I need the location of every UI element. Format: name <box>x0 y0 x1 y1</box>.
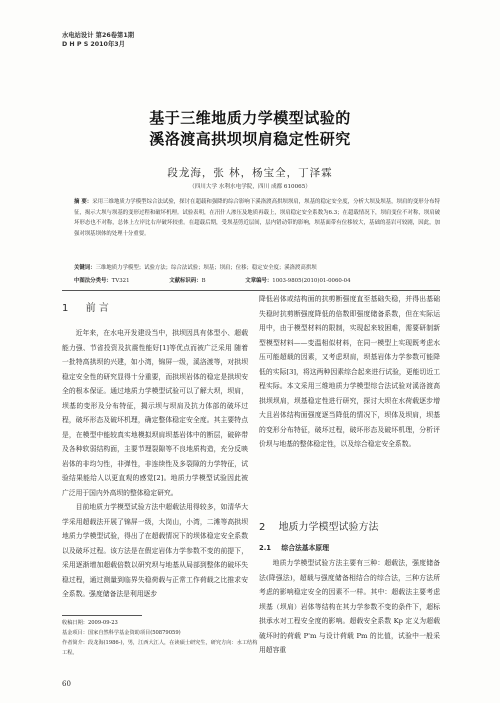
keywords-text: 三维地质力学模型；试验方法；综合法试验；坝基；坝肩；位移；稳定安全度；溪洛渡高拱坝 <box>95 265 317 271</box>
method-paragraph-1: 地质力学模型试验方法主要有三种：超载法，强度储备法(降强法)，超载与强度储备相结合的综合法，三种方法所考虑的影响稳定安全的因素不一样。其中：超载法主要考虑坝基（坝肩）岩体等结构在其力学参数不变的条件下，超标拱承水对工程安全度的影响。超载安全系数 Kp 定义为超载破坏时的荷载 P'm 与设计荷载 Pm 的比值，试验中一般采用超容重 <box>259 559 440 654</box>
section-1-heading <box>62 299 109 314</box>
subsection-2-1-number: 2.1 <box>259 544 272 552</box>
footnote-received: 收稿日期：2009-09-23 <box>62 620 118 626</box>
section-2-1-text <box>259 556 440 658</box>
intro-paragraph-1: 近年来，在水电开发建设当中，拱坝因具有体型小、超载能力强、节省投资及抗震性能好[1]等优点而被广泛采用 随着一批特高拱坝的兴建，如小湾，锦屏一级，溪洛渡等，对拱坝稳定安全性的研究显得十分重要，而拱坝岩体的稳定是拱坝安全的根本保证。通过地质力学模型试验可以了解大坝，坝肩，坝基的变形及分布特征，揭示坝与坝肩及抗力体部的破坏过程，破坏形态及破坏机理，确定整体稳定安全度。其主要特点是，在模型中能较真实地模拟坝肩坝基岩体中的断层，破碎带及各种软弱结构面，主要节理裂隙等不良地质构造，充分反映岩体的非均匀性，非弹性，非连续性及多裂隙的力学特征，试验结果能给人以更直观的感觉[2]。地质力学模型试验因此被广泛用于国内外高坝的整体稳定研究。 <box>62 329 248 497</box>
abstract <box>74 197 440 239</box>
footnote-fund: 基金项目：国家自然科学基金资助项目(50879059) <box>62 630 181 636</box>
journal-header <box>62 31 134 49</box>
doc-code-label: 文献标识码： <box>169 278 202 284</box>
keywords <box>74 263 440 273</box>
footnote-divider <box>62 615 142 616</box>
right-column-text <box>259 292 440 452</box>
abstract-label: 摘 要： <box>74 199 93 205</box>
doc-code-value: B <box>201 278 206 284</box>
header-divider <box>62 290 440 291</box>
keywords-label: 关键词： <box>74 265 96 271</box>
section-1-title: 前 言 <box>85 303 109 314</box>
authors: 段龙海，张 林，杨宝全，丁泽霖 <box>167 167 333 179</box>
paper-title-line1: 基于三维地质力学模型试验的 <box>149 109 351 127</box>
footnote-author: 作者简介：段龙海(1986-)，男，江西大江人，在读硕士研究生，研究方向：水工结构工程。 <box>62 640 258 656</box>
clc-value: TV321 <box>111 278 130 284</box>
intro-paragraph-3: 降低岩体或结构面的抗剪断强度直至基础失稳，并得出基础失稳时抗剪断强度降低的倍数即强度储备系数，但在实际运用中，由于模型材料的限制，实现起来较困难，需要研制新型模型材料——变温相似材料，在同一模型上实现既考虑水压可能超载的因素，又考虑坝肩，坝基岩体力学参数可能降低的实际[3]，将这两种因素综合起来进行试验，更能切近工程实际。本文采用三维地质力学模型综合法试验对溪洛渡高拱坝坝肩，坝基稳定性进行研究，探讨大坝在水荷载逐步增大且岩体结构面强度逐当降低的情况下，坝体及坝肩，坝基的变形分布特征，破坏过程，破坏形态及破坏机理，分析评价坝与地基的整体稳定性，以及综合稳定安全系数。 <box>259 295 440 448</box>
classification-line <box>74 276 440 286</box>
affiliation: （四川大学 水利水电学院，四川 成都 610065） <box>189 184 311 190</box>
page-number: 60 <box>62 680 71 688</box>
journal-header-line2: D H P S 2010年3月 <box>62 41 125 48</box>
section-2-title: 地质力学模型试验方法 <box>278 522 379 533</box>
article-no-value: 1003-9805(2010)01-0060-04 <box>272 278 351 284</box>
subsection-2-1-title: 综合法基本原理 <box>281 544 329 552</box>
subsection-2-1-heading <box>259 542 329 552</box>
journal-header-line1: 水电站设计 第26卷第1期 <box>62 32 135 39</box>
paper-title-line2: 溪洛渡高拱坝坝肩稳定性研究 <box>149 130 351 148</box>
section-1-number: 1 <box>62 303 69 314</box>
section-2-heading <box>259 518 379 533</box>
clc-label: 中图法分类号： <box>74 278 112 284</box>
footnote <box>62 618 262 658</box>
section-2-number: 2 <box>259 522 266 533</box>
left-column-text <box>62 326 248 602</box>
article-no-label: 文章编号： <box>245 278 273 284</box>
intro-paragraph-2: 目前地质力学模型试验方法中超载法用得较多，如清华大学采用超载法开展了锦屏一级，大岗山，小湾，二滩等高拱坝地质力学模型试验，得出了在超载情况下的坝体稳定安全系数以及破坏过程。该方法是在假定岩体力学参数不变的前提下，采用逐渐增加超载倍数以研究坝与地基从局部到整体的破坏失稳过程，通过测量到临界失稳荷载与正常工作荷载之比推求安全系数。强度储备法是利用逐步 <box>62 503 248 598</box>
abstract-text: 采用三维地质力学模型综合法试验，探讨在超载和强降的综合影响下溪洛渡高拱坝坝肩，坝基的稳定安全度，分析大坝及坝基，坝肩的变形分布特征，揭示大坝与坝基的变形过程和破坏机理。试验表明，在汛什人渗压及地质再载上，坝肩稳定安全系数为6.3；在超载情况下，坝肩变位不对称，坝肩破坏形态也不对称，总体上左岸比右岸破坏较重。在超载后期，受坝基剪近层间，层内错动带的影响，坝基面带有位移较大，基础的基岩可较剧，因此，加强对坝基坝体的处理十分重要。 <box>74 199 440 237</box>
